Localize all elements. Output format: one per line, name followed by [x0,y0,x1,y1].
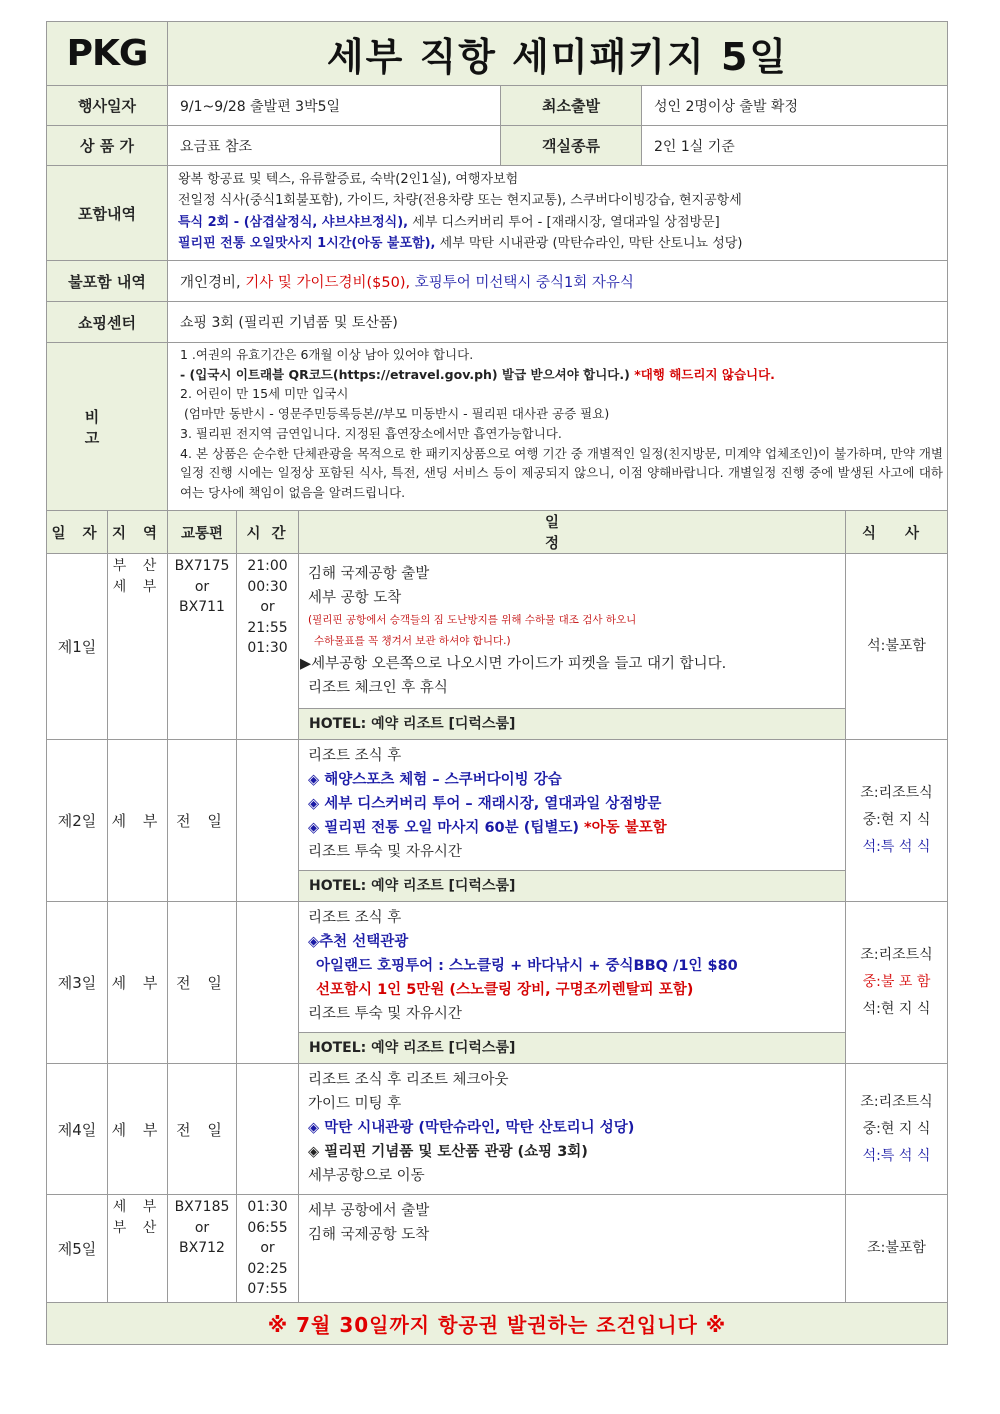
meal-line: 조:리조트식 [860,1093,933,1110]
min-departure-value: 성인 2명이상 출발 확정 [642,86,948,126]
itinerary-sheet [46,21,947,1345]
remark-line: (엄마만 동반시 - 영문주민등록등본//부모 미동반시 - 필리핀 대사관 공증 필요) [184,406,610,422]
day-row [47,1064,948,1195]
city-tour: 세부 막탄 시내관광 (막탄슈라인, 막탄 산토니뇨 성당) [435,235,743,251]
flight-number: BX712 [179,1240,225,1256]
included-line: 전일정 식사(중식1회불포함), 가이드, 차량(전용차량 또는 현지교통), 스쿠버다이빙강습, 현지공항세 [178,193,742,209]
ticketing-notice: ※ 7월 30일까지 항공권 발권하는 조건입니다 ※ [47,1303,948,1345]
day-plan [299,1064,846,1195]
remarks-content [168,343,948,511]
day-label: 제2일 [47,740,108,902]
remark-line: 4. 본 상품은 순수한 단체관광을 목적으로 한 패키지상품으로 여행 기간 중 개별적인 일정(친지방문, 미계약 업체조인)이 불가하며, 만약 개별일정 진행 시에는 일정상 포함된 식사, 특전, 샌딩 서비스 등이 제공되지 않으니, 이점 양해바랍니다. 개별일정 진행 중에 발생된 사고에 대하여는 당사에 책임이 없음을 알려드립니다. [180,445,943,500]
room-label: 객실종류 [501,126,642,166]
excluded-guide-fee: 기사 및 가이드경비($50), [245,274,411,291]
day-region: 세 부 [108,1064,168,1195]
plan-line: 세부 공항 도착 [308,590,402,606]
day-meals [846,554,948,740]
remarks-label: 비 고 [47,343,168,511]
day-time [237,1064,299,1195]
meal-line: 석:특 석 식 [862,1147,931,1164]
remark-line [172,365,943,385]
col-region: 지 역 [108,511,168,554]
flight-or: or [194,578,210,595]
day-plan [299,740,846,871]
time-line: or [260,1240,275,1256]
day-transport: 전 일 [168,902,237,1064]
special-meals: 특식 2회 - (삼겹살정식, 샤브샤브정식), [178,214,409,230]
col-day: 일 자 [47,511,108,554]
col-transport: 교통편 [168,511,237,554]
meal-line: 중:현 지 식 [862,1120,931,1137]
meal-line: 조:불포함 [867,1240,926,1256]
optional-tour-heading: ◈추천 선택관광 [308,934,409,950]
shopping-line: ◈ 필리핀 기념품 및 토산품 관광 (쇼핑 3회) [308,1144,588,1160]
flight-or: or [194,1219,210,1236]
included-line: 왕복 항공료 및 텍스, 유류할증료, 숙박(2인1실), 여행자보험 [178,172,519,187]
remark-line: 2. 어린이 만 15세 미만 입국시 [180,386,349,402]
day-time [237,740,299,902]
page-title: 세부 직항 세미패키지 5일 [168,22,948,86]
day-region: 세 부 [108,740,168,902]
hopping-tour: 아일랜드 호핑투어 : 스노클링 + 바다낚시 + 중식BBQ /1인 $80 [316,958,738,974]
day-row [47,554,948,709]
min-departure-label: 최소출발 [501,86,642,126]
day-meals [846,902,948,1064]
hotel-row [299,871,846,902]
meal-line: 중:현 지 식 [862,812,931,828]
time-line: 07:55 [247,1281,288,1297]
day-label: 제5일 [47,1195,108,1303]
meal-line: 조:리조트식 [860,785,933,801]
day-plan [299,902,846,1033]
plan-line: 김해 국제공항 출발 [308,566,430,582]
day-region [108,1195,168,1303]
day-time [237,902,299,1064]
plan-line: ◈ 해양스포츠 체험 – 스쿠버다이빙 강습 [308,772,562,788]
region-line: 부 산 [112,1219,163,1236]
shopping-value: 쇼핑 3회 (필리핀 기념품 및 토산품) [168,302,948,343]
room-value: 2인 1실 기준 [642,126,948,166]
flight-number: BX7185 [174,1199,230,1215]
day-transport: 전 일 [168,740,237,902]
meal-line: 중:불 포 함 [862,974,931,990]
day-time [237,554,299,740]
city-tour-line: ◈ 막탄 시내관광 (막탄슈라인, 막탄 산토리니 성당) [308,1120,635,1136]
day-label: 제4일 [47,1064,108,1195]
plan-line: 리조트 체크인 후 휴식 [308,680,448,696]
day-plan [299,554,846,709]
price-label: 상 품 가 [47,126,168,166]
itinerary-table [46,21,948,1345]
time-line: or [260,599,275,615]
remark-line: 1 .여권의 유효기간은 6개월 이상 남아 있어야 합니다. [180,347,474,362]
day-label: 제3일 [47,902,108,1064]
hotel-row [299,709,846,740]
meal-line: 석:현 지 식 [862,1001,931,1017]
plan-line: 세부공항으로 이동 [308,1168,425,1184]
time-line: 01:30 [247,1199,288,1215]
meal-line: 조:리조트식 [860,947,933,963]
day-meals [846,1195,948,1303]
baggage-note: (필리핀 공항에서 승객들의 짐 도난방지를 위해 수하물 대조 검사 하오니 [308,614,637,626]
included-line [178,212,947,233]
day-label: 제1일 [47,554,108,740]
excluded-lunch: 호핑투어 미선택시 중식1회 자유식 [410,274,634,291]
hotel-row [299,1033,846,1064]
time-line: 01:30 [247,640,288,656]
remark-line: 3. 필리핀 전지역 금연입니다. 지정된 흡연장소에서만 흡연가능합니다. [180,425,562,441]
time-line: 21:55 [247,619,288,636]
plan-line: 세부 공항에서 출발 [308,1203,430,1219]
day-region [108,554,168,740]
day-meals [846,740,948,902]
oil-massage: 필리핀 전통 오일맛사지 1시간(아동 불포함), [178,235,436,251]
hotel-label: HOTEL: 예약 리조트 [디럭스룸] [309,878,516,894]
col-schedule: 일 정 [299,511,846,554]
day-meals [846,1064,948,1195]
plan-line: 리조트 투숙 및 자유시간 [308,844,462,860]
time-line: 02:25 [247,1260,288,1277]
etravel-note: - (입국시 이트래블 QR코드(https://etravel.gov.ph) 발급 받으셔야 합니다.) [180,366,630,382]
discovery-tour: 세부 디스커버리 투어 - [재래시장, 열대과일 상점방문] [408,214,720,230]
no-proxy-note: *대행 해드리지 않습니다. [629,366,775,382]
day-transport [168,1195,237,1303]
day-row [47,1195,948,1303]
baggage-note: 수하물표를 꼭 챙겨서 보관 하셔야 합니다.) [314,635,511,647]
day-row [47,740,948,871]
meal-line: 석:불포함 [867,638,926,654]
plan-line [308,816,845,840]
plan-line: ▶세부공항 오른쪽으로 나오시면 가이드가 피켓을 들고 대기 합니다. [300,656,727,672]
day-transport [168,554,237,740]
meal-line: 석:특 석 식 [862,839,931,855]
included-line [178,233,947,254]
included-label: 포함내역 [47,166,168,261]
hotel-label: HOTEL: 예약 리조트 [디럭스룸] [309,716,516,732]
region-line: 세 부 [112,1199,163,1215]
col-time: 시 간 [237,511,299,554]
excluded-content [168,261,948,302]
plan-line: 리조트 조식 후 [308,910,402,926]
flight-number: BX711 [179,599,225,615]
date-label: 행사일자 [47,86,168,126]
included-content [168,166,948,261]
massage-line: ◈ 필리핀 전통 오일 마사지 60분 (팁별도) [308,820,579,836]
col-meals: 식 사 [846,511,948,554]
plan-line: 가이드 미팅 후 [308,1096,402,1112]
price-value: 요금표 참조 [168,126,501,166]
excluded-personal: 개인경비, [180,274,246,291]
plan-line: ◈ 세부 디스커버리 투어 – 재래시장, 열대과일 상점방문 [308,796,662,812]
hopping-prepay: 선포함시 1인 5만원 (스노클링 장비, 구명조끼렌탈피 포함) [316,982,694,998]
region-line: 부 산 [112,558,163,574]
time-line: 21:00 [247,558,288,574]
plan-line: 리조트 조식 후 [308,748,402,764]
day-plan [299,1195,846,1303]
day-row [47,902,948,1033]
excluded-label: 불포함 내역 [47,261,168,302]
day-time [237,1195,299,1303]
shopping-label: 쇼핑센터 [47,302,168,343]
day-region: 세 부 [108,902,168,1064]
time-line: 06:55 [247,1219,288,1236]
flight-number: BX7175 [174,558,230,574]
time-line: 00:30 [247,578,288,595]
plan-line: 김해 국제공항 도착 [308,1227,430,1243]
hotel-label: HOTEL: 예약 리조트 [디럭스룸] [309,1040,516,1056]
plan-line: 리조트 조식 후 리조트 체크아웃 [308,1072,509,1088]
region-line: 세 부 [112,578,163,595]
child-excluded: *아동 불포함 [578,820,667,836]
day-transport: 전 일 [168,1064,237,1195]
pkg-badge: PKG [47,22,168,86]
date-value: 9/1~9/28 출발편 3박5일 [168,86,501,126]
plan-line: 리조트 투숙 및 자유시간 [308,1006,462,1022]
